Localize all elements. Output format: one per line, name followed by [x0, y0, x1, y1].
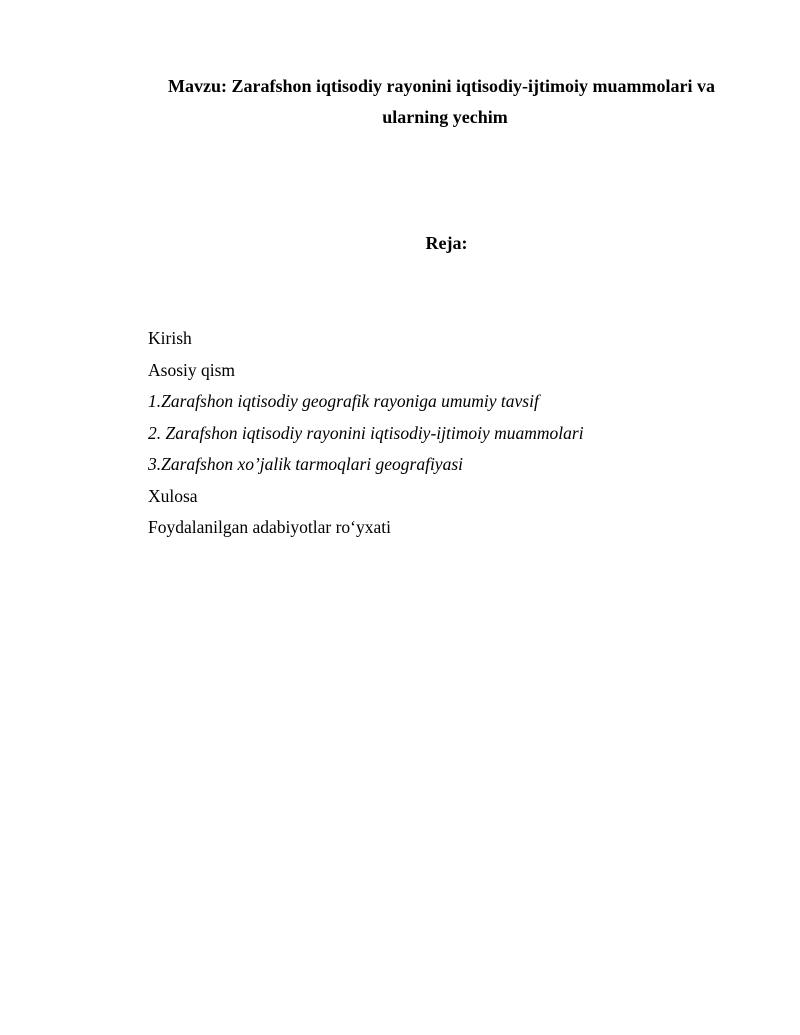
toc-item-section-3: 3.Zarafshon xo’jalik tarmoqlari geografiyasi — [148, 454, 463, 474]
title-line-2: ularning yechim — [382, 107, 508, 127]
toc-item-references: Foydalanilgan adabiyotlar ro‘yxati — [148, 517, 391, 537]
toc-item-main-part: Asosiy qism — [148, 359, 236, 380]
toc-item-introduction: Kirish — [148, 328, 192, 348]
toc-item-section-1: 1.Zarafshon iqtisodiy geografik rayoniga umumiy tavsif — [148, 391, 539, 411]
plan-heading: Reja: — [425, 233, 468, 253]
toc-item-section-2: 2. Zarafshon iqtisodiy rayonini iqtisodiy-ijtimoiy muammolari — [148, 422, 584, 443]
title-line-1: Mavzu: Zarafshon iqtisodiy rayonini iqtisodiy-ijtimoiy muammolari va — [168, 76, 716, 96]
toc-item-conclusion: Xulosa — [148, 485, 198, 506]
table-of-contents — [148, 326, 584, 547]
document-title — [150, 72, 740, 131]
